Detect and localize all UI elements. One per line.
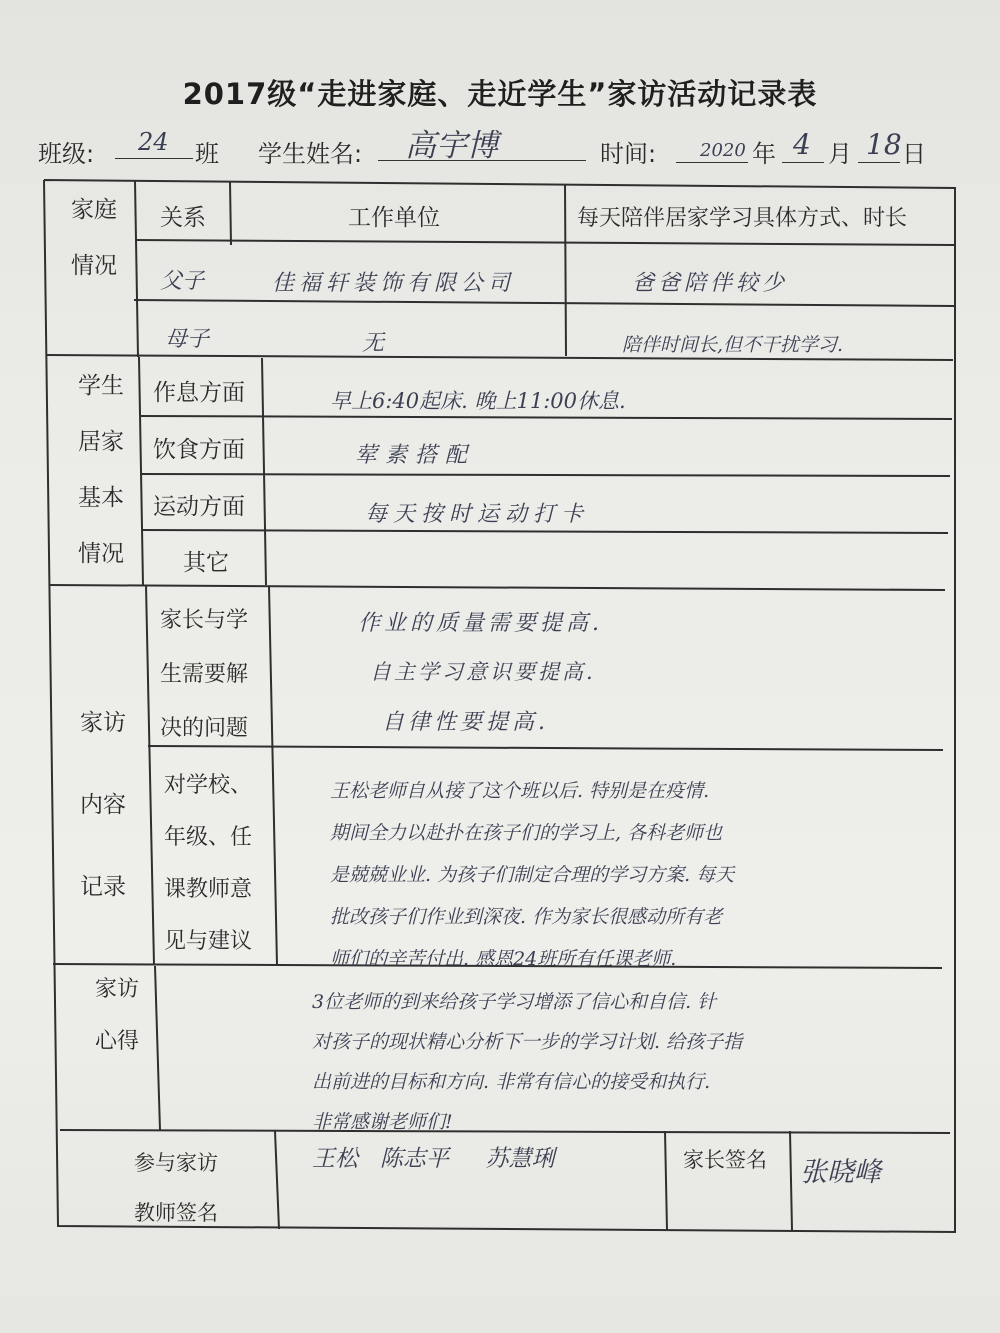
class-suffix: 班	[195, 140, 219, 168]
company-mother: 陪伴时间长,但不干扰学习.	[622, 334, 844, 356]
reflection-label-line: 家访	[94, 977, 139, 1002]
family-section-label	[62, 182, 126, 294]
family-label-line: 情况	[71, 253, 117, 279]
reflection-text	[312, 982, 742, 1142]
advice-line: 王松老师自从接了这个班以后. 特别是在疫情.	[330, 780, 710, 802]
advice-label-line: 课教师意	[164, 877, 253, 902]
reflection-line: 非常感谢老师们!	[312, 1111, 453, 1133]
diet-label: 饮食方面	[153, 437, 245, 463]
visit-section-label	[68, 682, 138, 928]
visit-label-line: 内容	[80, 792, 126, 818]
problems-label-line: 生需要解	[160, 662, 249, 687]
reflection-line: 3位老师的到来给孩子学习增添了信心和自信. 针	[312, 991, 717, 1013]
advice-label-line: 对学校、	[164, 773, 253, 798]
exercise-label: 运动方面	[153, 494, 245, 520]
home-label-line: 情况	[78, 541, 124, 567]
home-section-label	[66, 358, 136, 582]
teacher-signature-label	[134, 1138, 218, 1238]
day-value: 18	[866, 128, 902, 161]
problem-item: 自主学习意识要提高.	[370, 660, 596, 684]
day-underline	[858, 162, 900, 163]
col-company-header: 每天陪伴居家学习具体方式、时长	[577, 206, 908, 231]
year-unit: 年	[752, 140, 776, 168]
year-underline	[676, 162, 748, 163]
problems-label-line: 家长与学	[160, 608, 249, 633]
class-value: 24	[138, 128, 169, 156]
day-unit: 日	[902, 140, 926, 168]
month-unit: 月	[828, 140, 852, 168]
company-father: 爸爸陪伴较少	[632, 271, 789, 296]
parent-signature-label: 家长签名	[683, 1148, 767, 1172]
visit-label-line: 家访	[80, 710, 126, 736]
sleep-value: 早上6:40起床. 晚上11:00休息.	[330, 389, 626, 413]
sleep-label: 作息方面	[153, 380, 245, 406]
home-label-line: 学生	[78, 373, 124, 399]
diet-value: 荤素搭配	[355, 443, 476, 468]
advice-line: 师们的辛苦付出. 感恩24班所有任课老师.	[330, 948, 677, 970]
student-name-value: 高宇博	[405, 128, 498, 164]
year-value: 2020	[700, 140, 746, 161]
problems-label-line: 决的问题	[160, 716, 249, 741]
class-underline	[115, 158, 193, 159]
advice-label-line: 见与建议	[164, 929, 253, 954]
student-name-underline	[378, 160, 586, 161]
advice-label-line: 年级、任	[164, 825, 253, 850]
home-label-line: 基本	[78, 485, 124, 511]
form-title: 2017级“走进家庭、走近学生”家访活动记录表	[182, 77, 818, 111]
home-label-line: 居家	[78, 429, 124, 455]
month-underline	[782, 162, 824, 163]
parent-signature: 张晓峰	[800, 1157, 881, 1188]
advice-label	[164, 760, 252, 968]
advice-line: 批改孩子们作业到深夜. 作为家长很感动所有老	[330, 906, 723, 928]
reflection-line: 出前进的目标和方向. 非常有信心的接受和执行.	[312, 1071, 711, 1093]
col-work-header: 工作单位	[348, 205, 440, 231]
reflection-label-line: 心得	[94, 1029, 139, 1054]
month-value: 4	[793, 128, 811, 161]
teacher-label-line: 参与家访	[134, 1151, 218, 1175]
family-label-line: 家庭	[71, 197, 117, 223]
advice-line: 期间全力以赴扑在孩子们的学习上, 各科老师也	[330, 822, 723, 844]
problem-item: 作业的质量需要提高.	[358, 611, 603, 636]
col-relation-header: 关系	[160, 205, 206, 231]
teacher-label-line: 教师签名	[134, 1201, 218, 1225]
exercise-value: 每天按时运动打卡	[365, 502, 590, 527]
student-name-label: 学生姓名:	[258, 140, 363, 168]
time-label: 时间:	[600, 140, 657, 168]
relation-father: 父子	[160, 269, 205, 294]
relation-mother: 母子	[165, 327, 210, 352]
work-father: 佳福轩装饰有限公司	[272, 271, 516, 296]
other-label: 其它	[183, 550, 229, 576]
class-label: 班级:	[38, 140, 95, 168]
problem-item: 自律性要提高.	[382, 710, 549, 735]
advice-line: 是兢兢业业. 为孩子们制定合理的学习方案. 每天	[330, 864, 735, 886]
reflection-label	[82, 964, 152, 1068]
reflection-line: 对孩子的现状精心分析下一步的学习计划. 给孩子指	[312, 1031, 743, 1053]
visit-label-line: 记录	[80, 874, 126, 900]
work-mother: 无	[362, 331, 385, 356]
problems-label	[160, 594, 248, 756]
advice-text	[330, 770, 734, 980]
teacher-signatures: 王松 陈志平 苏慧琍	[312, 1146, 555, 1172]
